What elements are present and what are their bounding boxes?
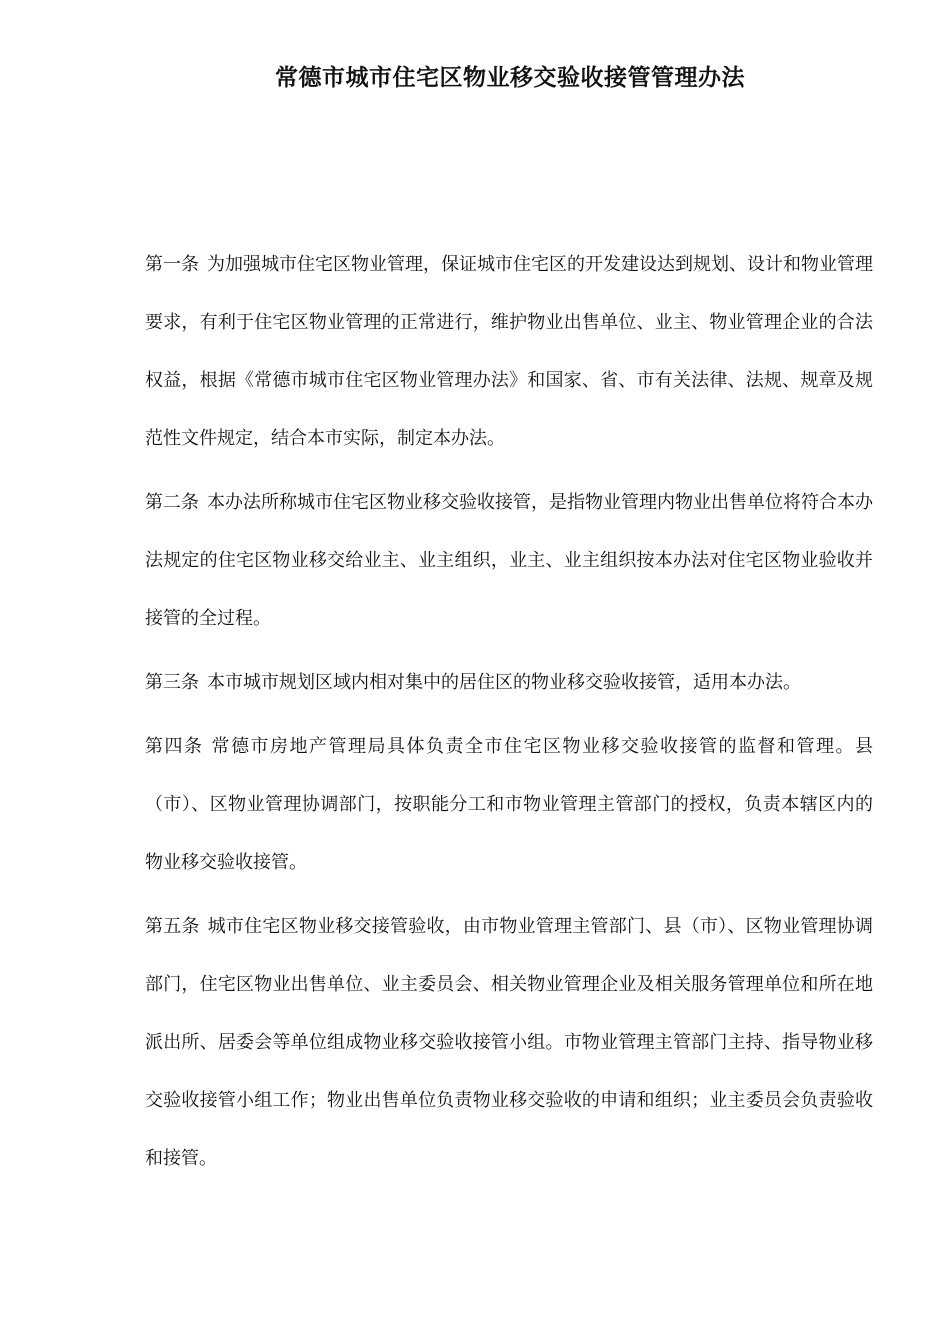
document-title: 常德市城市住宅区物业移交验收接管管理办法 bbox=[275, 65, 745, 91]
article-number: 第二条 bbox=[145, 492, 199, 513]
article-4 bbox=[145, 718, 873, 892]
article-1 bbox=[145, 236, 873, 468]
document-body bbox=[145, 236, 873, 1194]
article-text: 为加强城市住宅区物业管理，保证城市住宅区的开发建设达到规划、设计和物业管理要求，有利于住宅区物业管理的正常进行，维护物业出售单位、业主、物业管理企业的合法权益，根据《常德市城市住宅区物业管理办法》和国家、省、市有关法律、法规、规章及规范性文件规定，结合本市实际，制定本办法。 bbox=[145, 254, 873, 449]
article-text: 本市城市规划区域内相对集中的居住区的物业移交验收接管，适用本办法。 bbox=[207, 672, 801, 693]
article-number: 第四条 bbox=[145, 736, 204, 757]
article-text: 本办法所称城市住宅区物业移交验收接管，是指物业管理内物业出售单位将符合本办法规定的住宅区物业移交给业主、业主组织，业主、业主组织按本办法对住宅区物业验收并接管的全过程。 bbox=[145, 492, 873, 629]
article-number: 第一条 bbox=[145, 254, 199, 275]
article-text: 城市住宅区物业移交接管验收，由市物业管理主管部门、县（市）、区物业管理协调部门，住宅区物业出售单位、业主委员会、相关物业管理企业及相关服务管理单位和所在地派出所、居委会等单位组成物业移交验收接管小组。市物业管理主管部门主持、指导物业移交验收接管小组工作；物业出售单位负责物业移交验收的申请和组织；业主委员会负责验收和接管。 bbox=[145, 916, 874, 1169]
article-text: 常德市房地产管理局具体负责全市住宅区物业移交验收接管的监督和管理。县（市）、区物业管理协调部门，按职能分工和市物业管理主管部门的授权，负责本辖区内的物业移交验收接管。 bbox=[145, 736, 873, 873]
article-3 bbox=[145, 654, 873, 712]
article-2 bbox=[145, 474, 873, 648]
article-5 bbox=[145, 898, 873, 1188]
article-number: 第五条 bbox=[145, 916, 200, 937]
article-number: 第三条 bbox=[145, 672, 199, 693]
